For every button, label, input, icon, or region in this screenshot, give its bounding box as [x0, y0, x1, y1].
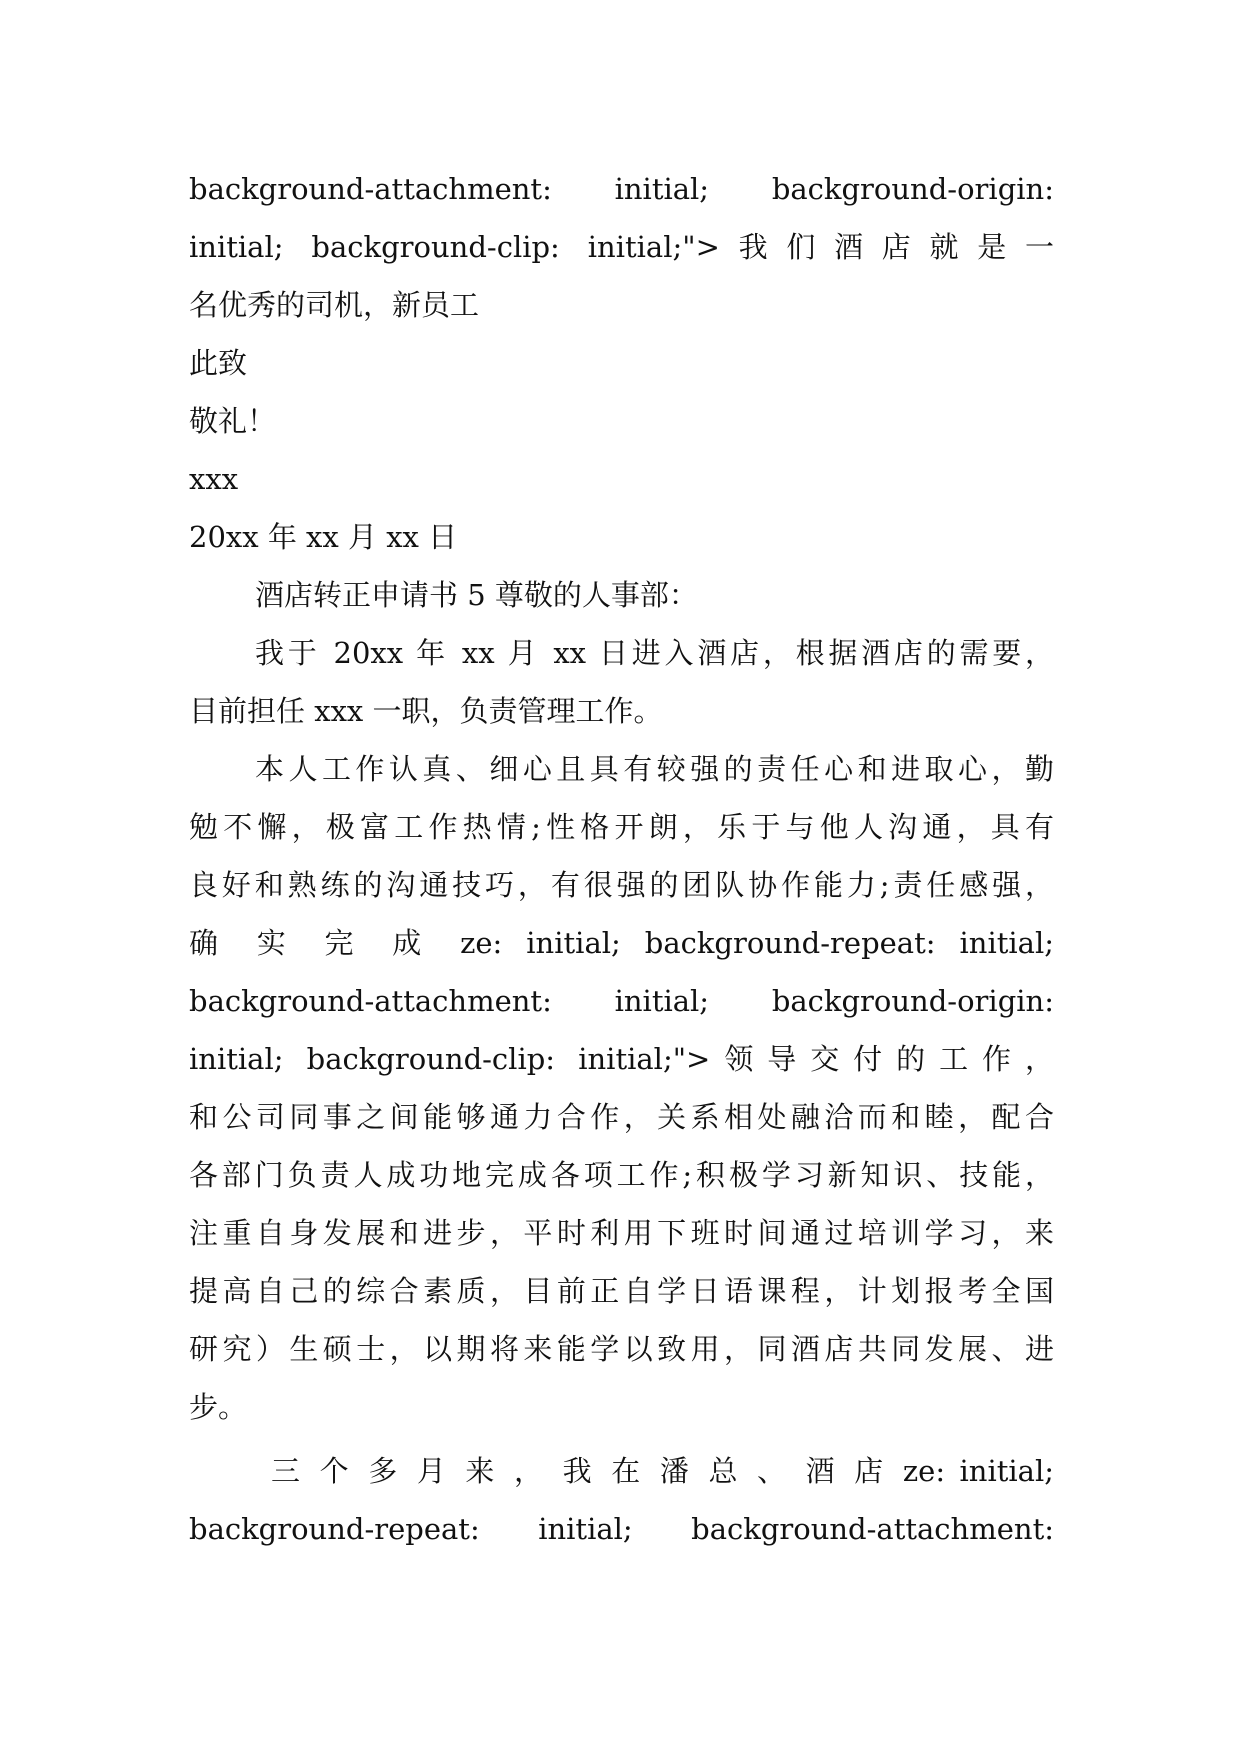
closing-line: 此致 [189, 346, 248, 380]
text-line: 各部门负责人成功地完成各项工作;积极学习新知识、技能， [189, 1158, 1054, 1192]
text-line: background-attachment: initial; background-origin: [189, 172, 1054, 206]
closing-salutation: 敬礼！ [189, 404, 277, 438]
section-heading: 酒店转正申请书 5 尊敬的人事部： [255, 578, 698, 612]
text-line: 良好和熟练的沟通技巧，有很强的团队协作能力;责任感强， [189, 868, 1054, 902]
text-line: 注重自身发展和进步，平时利用下班时间通过培训学习，来 [189, 1216, 1054, 1250]
text-line: 我于 20xx 年 xx 月 xx 日进入酒店，根据酒店的需要， [255, 636, 1054, 670]
text-line: 名优秀的司机，新员工 [189, 288, 480, 322]
text-line: 目前担任 xxx 一职，负责管理工作。 [189, 694, 663, 728]
text-line: background-attachment: initial; background-origin: [189, 984, 1054, 1018]
text-line: 勉不懈，极富工作热情;性格开朗，乐于与他人沟通，具有 [189, 810, 1054, 844]
signature-date: 20xx 年 xx 月 xx 日 [189, 520, 458, 554]
text-line: 研究）生硕士，以期将来能学以致用，同酒店共同发展、进 [189, 1332, 1054, 1366]
text-line: background-repeat: initial; background-attachment: [189, 1512, 1054, 1546]
text-line: 步。 [189, 1390, 248, 1424]
text-line: initial; background-clip: initial;">领导交付的工作， [189, 1042, 1054, 1076]
text-line: 和公司同事之间能够通力合作，关系相处融洽而和睦，配合 [189, 1100, 1054, 1134]
text-line: 本人工作认真、细心且具有较强的责任心和进取心，勤 [255, 752, 1054, 786]
text-line: 提高自己的综合素质，目前正自学日语课程，计划报考全国 [189, 1274, 1054, 1308]
document-body [189, 160, 1054, 1558]
signature-name: xxx [189, 462, 239, 496]
text-line: initial; background-clip: initial;">我们酒店就是一 [189, 230, 1054, 264]
text-line: 三 个 多 月 来 ， 我 在 潘 总 、 酒 店 ze: initial; [271, 1454, 1054, 1488]
text-line: 确 实 完 成 ze: initial; background-repeat: initial; [189, 926, 1054, 960]
